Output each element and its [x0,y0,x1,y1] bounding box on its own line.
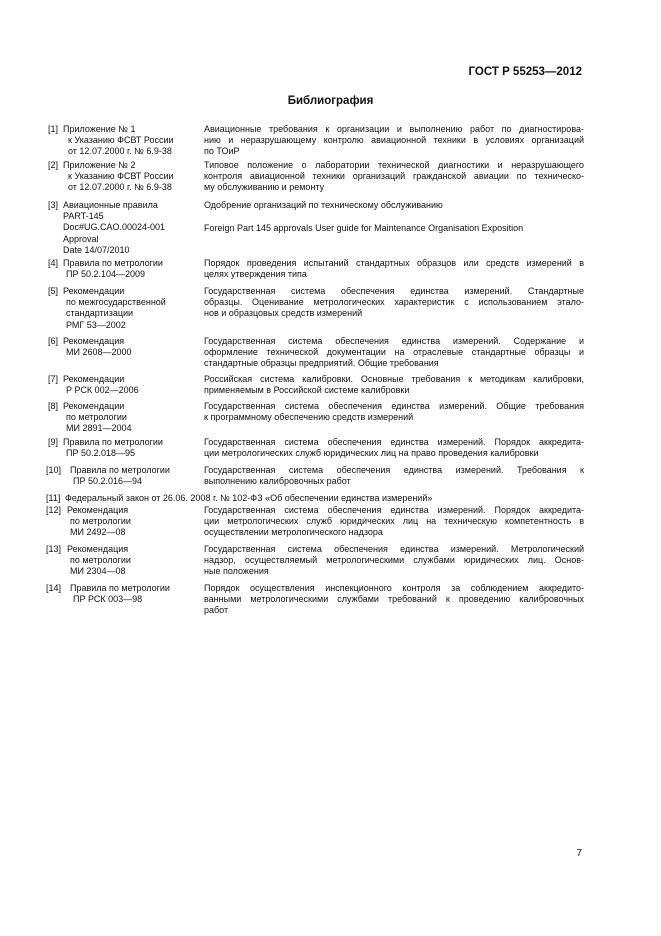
description-line: нию и неразрушающему контролю авиационной техники в условиях организаций [204,135,584,146]
source-line: Рекомендации [63,401,125,411]
entry-description [204,200,584,234]
page-number: 7 [576,848,582,859]
source-line: Рекомендация [63,336,125,346]
source-line: по межгосударственной [66,297,166,308]
source-line: Р РСК 002—2006 [66,385,139,396]
description-line: Foreign Part 145 approvals User guide for Maintenance Organisation Exposition [204,223,524,234]
source-line: по метрологии [70,516,131,527]
description-line: Государственная система обеспечения единства измерений. Порядок аккредита- [204,437,584,447]
source-line: Рекомендации [63,374,125,384]
source-line: Doc#UG.CAO.00024-001 [63,222,166,233]
description-line: надзор, осуществляемый метрологическими службами юридических лиц. Основ- [204,555,584,566]
source-line: Рекомендация [67,544,129,554]
source-line: по метрологии [70,555,131,566]
entry-description [204,336,584,370]
entry-description [204,465,584,487]
entry-number: [7] [48,374,59,384]
entry-source [63,374,193,396]
description-line: Порядок проведения испытаний стандартных образцов или средств измерений в [204,258,584,268]
description-line: стандартные образцы предприятий. Общие требования [204,358,439,369]
source-line: Правила по метрологии [70,583,170,593]
description-line: Порядок осуществления инспекционного контроля за соблюдением аккредито- [204,583,584,593]
description-line: целях утверждения типа [204,269,307,280]
entry-source [63,258,193,280]
source-line: ПР РСК 003—98 [73,594,143,605]
source-line: Рекомендации [63,286,125,296]
source-line: Правила по метрологии [63,258,163,268]
entry-source [67,505,197,539]
source-line: Date 14/07/2010 [63,244,130,255]
entry-number: [6] [48,336,59,346]
entry-number: [4] [48,258,59,268]
entry-number: [2] [48,160,59,170]
source-line: Правила по метрологии [63,437,163,447]
source-line: Авиационные правила [63,200,158,210]
description-line: Типовое положение о лаборатории технической диагностики и неразрушающего [204,160,584,170]
entry-description [204,505,584,539]
description-line: нов и образцовых средств измерений [204,308,363,319]
source-line: МИ 2492—08 [70,527,126,538]
source-line: МИ 2891—2004 [66,423,132,434]
entry-number: [10] [46,465,62,475]
entry-description [204,544,584,578]
source-line: к Указанию ФСВТ России [68,135,174,146]
source-line: к Указанию ФСВТ России [68,171,174,182]
entry-description [204,401,584,423]
description-line: к программному обеспечению средств измерений [204,412,414,423]
entry-description [204,583,584,617]
entry-source [63,286,193,331]
source-line: МИ 2608—2000 [66,347,132,358]
source-line: PART-145 [63,211,104,222]
source-line: ПР 50.2.016—94 [73,476,143,487]
description-line: Государственная система обеспечения единства измерений. Общие требования [204,401,584,411]
description-line: выполнению калибровочных работ [204,476,351,487]
description-line: применяемым в Российской системе калибровки [204,385,410,396]
description-line: ванными метрологическими службами требований к проведению калибровочных [204,594,584,605]
page-title: Библиография [287,95,374,107]
entry-full-text: Федеральный закон от 26.06. 2008 г. № 102-ФЗ «Об обеспечении единства измерений» [65,493,433,503]
description-line: ные положения [204,566,269,577]
description-line: Авиационные требования к организации и выполнению работ по диагностирова- [204,124,584,134]
source-line: ПР 50.2.104—2009 [66,269,146,280]
description-line: Государственная система обеспечения единства измерений. Требования к [204,465,584,475]
description-line: Государственная система обеспечения единства измерений. Порядок аккредита- [204,505,584,515]
entry-number: [1] [48,124,59,134]
entry-source [67,544,197,578]
entry-number: [13] [46,544,62,554]
source-line: от 12.07.2000 г. № 6.9-38 [68,182,172,193]
entry-source [63,160,193,194]
description-line: контроля авиационной техники организаций гражданской авиации по техническо- [204,171,584,182]
source-line: Правила по метрологии [70,465,170,475]
description-line: Российская система калибровки. Основные требования к методикам калибровки, [204,374,584,384]
description-line: ции метрологических служб юридических лиц на право проведения калибровки [204,448,539,459]
entry-description [204,160,584,194]
entry-description [204,258,584,280]
description-line: му обслуживанию и ремонту [204,182,325,193]
entry-number: [3] [48,200,59,210]
source-line: по метрологии [66,412,127,423]
entry-description [204,286,584,320]
description-line: оформление технической документации на отраслевые стандартные образцы и [204,347,584,358]
entry-number: [5] [48,286,59,296]
source-line: от 12.07.2000 г. № 6.9-38 [68,146,172,157]
document-number: ГОСТ Р 55253—2012 [468,66,582,78]
description-line: работ [204,605,229,616]
entry-source [63,336,193,358]
source-line: стандартизации [66,308,134,319]
entry-number: [11] [46,493,61,503]
source-line: МИ 2304—08 [70,566,126,577]
entry-number: [9] [48,437,59,447]
entry-source [63,124,193,158]
source-line: Приложение № 2 [63,160,136,170]
description-line: образцы. Оценивание метрологических характеристик с использованием этало- [204,297,584,308]
entry-source [70,465,200,487]
source-line: Рекомендация [67,505,129,515]
description-line: осуществлении метрологического надзора [204,527,383,538]
source-line: ПР 50.2.018—95 [66,448,136,459]
source-line: Приложение № 1 [63,124,136,134]
description-line: Одобрение организаций по техническому обслуживанию [204,200,443,210]
entry-number: [12] [46,505,62,515]
source-line: Approval [63,233,99,244]
entry-source [63,437,193,459]
entry-description [204,124,584,158]
entry-description [204,437,584,459]
entry-number: [8] [48,401,59,411]
entry-source [63,200,193,256]
entry-number: [14] [46,583,62,593]
description-line: ции метрологических служб юридических лиц на техническую компетентность в [204,516,584,527]
description-line: по ТОиР [204,146,240,157]
description-line: Государственная система обеспечения единства измерений. Метрологический [204,544,584,554]
entry-source [70,583,200,605]
entry-source [63,401,193,435]
description-line: Государственная система обеспечения единства измерений. Стандартные [204,286,584,296]
source-line: РМГ 53—2002 [66,319,126,330]
description-line: Государственная система обеспечения единства измерений. Содержание и [204,336,584,346]
entry-description [204,374,584,396]
